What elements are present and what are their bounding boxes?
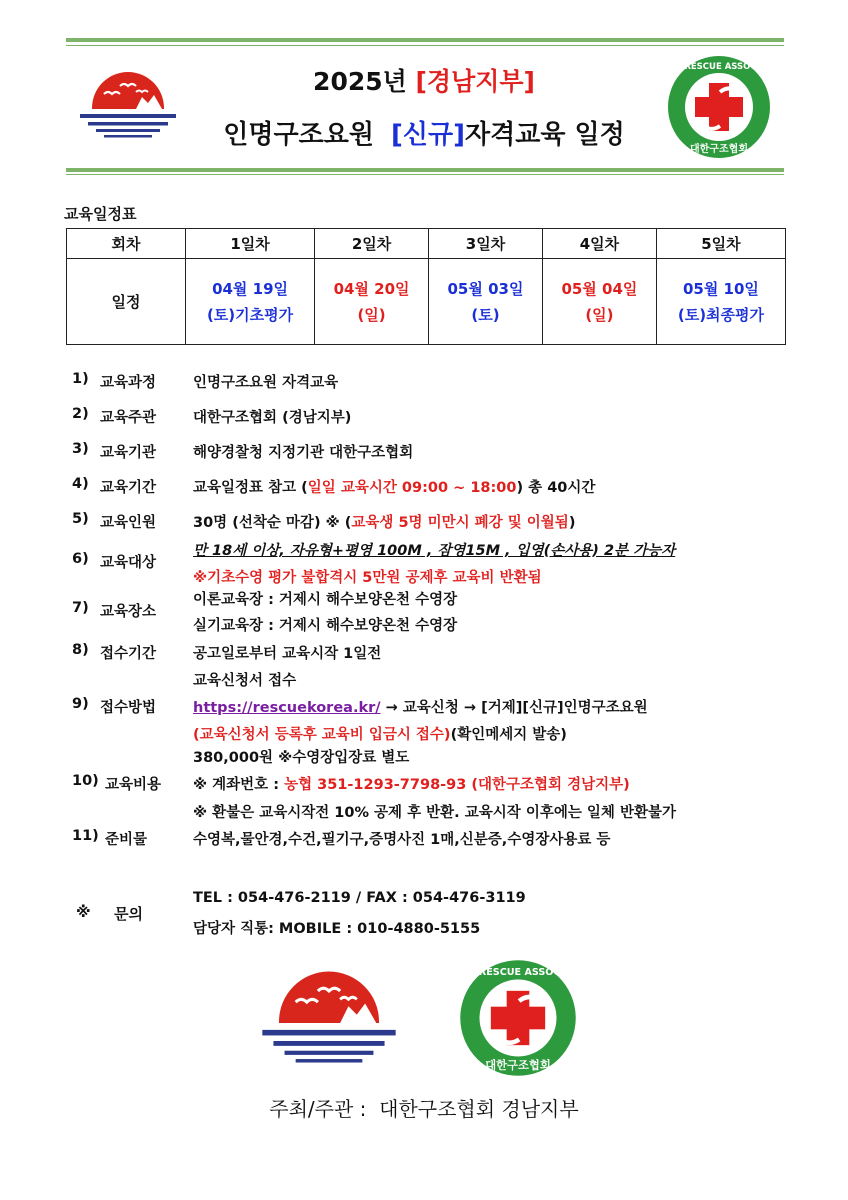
item-4-hours: 일일 교육시간 09:00 ~ 18:00 bbox=[307, 480, 517, 496]
schedule-caption: 교육일정표 bbox=[64, 205, 137, 223]
top-rule bbox=[66, 38, 784, 42]
day-3-note: (토) bbox=[471, 305, 500, 324]
title-branch: [경남지부] bbox=[415, 67, 535, 96]
day-4-header: 4일차 bbox=[542, 229, 656, 259]
day-1-date: 04월 19일 bbox=[212, 279, 289, 298]
title-post: 자격교육 일정 bbox=[465, 120, 625, 150]
item-8-label: 접수기간 bbox=[100, 646, 157, 662]
day-3-date: 05월 03일 bbox=[447, 279, 524, 298]
registration-link[interactable]: https://rescuekorea.kr/ bbox=[193, 700, 381, 716]
day-5-header: 5일차 bbox=[656, 229, 785, 259]
item-6-requirement: 만 18세 이상, 자유형+평영 100M , 잠영15M , 입영(손사용) 2분 가능자 bbox=[193, 543, 676, 559]
host-organizer: 주최/주관 : 대한구조협회 경남지부 bbox=[269, 1097, 579, 1121]
item-9-number: 9) bbox=[72, 696, 89, 712]
item-4-value bbox=[193, 476, 595, 497]
item-2-number: 2) bbox=[72, 406, 89, 422]
day-2-header: 2일차 bbox=[315, 229, 429, 259]
item-10-fee: 380,000원 ※수영장입장료 별도 bbox=[193, 750, 410, 766]
item-7-practice-venue: 실기교육장 : 거제시 해수보양온천 수영장 bbox=[193, 618, 458, 634]
day-4-cell bbox=[542, 259, 656, 345]
item-10-refund: ※ 환불은 교육시작전 10% 공제 후 반환. 교육시작 이후에는 일체 반환불가 bbox=[193, 805, 676, 821]
title-line-1 bbox=[150, 62, 698, 98]
day-1-header: 1일차 bbox=[186, 229, 315, 259]
title-line-2 bbox=[150, 114, 698, 151]
item-8-value: 공고일로부터 교육시작 1일전 bbox=[193, 646, 382, 662]
contact-tel-fax: TEL : 054-476-2119 / FAX : 054-476-3119 bbox=[193, 890, 526, 906]
item-3-value: 해양경찰청 지정기관 대한구조협회 bbox=[193, 445, 414, 461]
item-9-condition: (교육신청서 등록후 교육비 입금시 접수) bbox=[193, 727, 451, 743]
item-3-label: 교육기관 bbox=[100, 445, 157, 461]
title-tag: [신규] bbox=[391, 120, 465, 150]
rescue-association-logo-footer bbox=[438, 958, 598, 1078]
day-1-cell bbox=[186, 259, 315, 345]
rescue-association-logo bbox=[649, 54, 789, 160]
day-5-date: 05월 10일 bbox=[682, 279, 759, 298]
day-4-note: (일) bbox=[585, 305, 614, 324]
item-3-number: 3) bbox=[72, 441, 89, 457]
item-2-label: 교육주관 bbox=[100, 410, 157, 426]
day-1-note: (토)기초평가 bbox=[206, 305, 294, 324]
item-10-number: 10) bbox=[72, 773, 99, 789]
logo-text-en: KOREA RESCUE ASSOCIATION bbox=[649, 62, 789, 72]
schedule-head-label: 회차 bbox=[67, 229, 186, 259]
item-1-value: 인명구조요원 자격교육 bbox=[193, 375, 339, 391]
item-5-number: 5) bbox=[72, 511, 89, 527]
title-pre: 인명구조요원 bbox=[223, 120, 374, 150]
item-11-value: 수영복,물안경,수건,필기구,증명사진 1매,신분증,수영장사용료 등 bbox=[193, 832, 611, 848]
day-3-header: 3일차 bbox=[429, 229, 543, 259]
item-7-number: 7) bbox=[72, 600, 89, 616]
day-2-date: 04월 20일 bbox=[333, 279, 410, 298]
header-bottom-rule bbox=[66, 168, 784, 172]
schedule-row-label: 일정 bbox=[67, 259, 186, 345]
day-3-cell bbox=[429, 259, 543, 345]
item-11-label: 준비물 bbox=[105, 832, 148, 848]
item-7-theory-venue: 이론교육장 : 거제시 해수보양온천 수영장 bbox=[193, 592, 458, 608]
schedule-date-row bbox=[67, 259, 786, 345]
logo-text-kr: 대한구조협회 bbox=[690, 144, 748, 155]
footer-logo-text-en: KOREA RESCUE ASSOCIATION bbox=[438, 966, 598, 978]
item-11-number: 11) bbox=[72, 828, 99, 844]
schedule-table bbox=[66, 228, 786, 345]
item-5-value bbox=[193, 511, 575, 532]
item-9-line1: 교육신청서 접수 bbox=[193, 673, 297, 689]
item-10-account-label: ※ 계좌번호 : bbox=[193, 777, 285, 793]
item-8-number: 8) bbox=[72, 642, 89, 658]
day-5-note: (토)최종평가 bbox=[677, 305, 765, 324]
item-10-label: 교육비용 bbox=[105, 777, 162, 793]
item-1-number: 1) bbox=[72, 371, 89, 387]
schedule-header-row bbox=[67, 229, 786, 259]
contact-mobile: 담당자 직통: MOBILE : 010-4880-5155 bbox=[193, 921, 481, 937]
item-4-text-a: 교육일정표 참고 ( bbox=[193, 480, 308, 496]
title-year: 2025년 bbox=[313, 67, 407, 96]
sunrise-logo-footer bbox=[254, 960, 404, 1072]
item-1-label: 교육과정 bbox=[100, 375, 157, 391]
top-rule-thin bbox=[66, 45, 784, 46]
contact-label: 문의 bbox=[114, 905, 143, 923]
item-5-text-c: ) bbox=[568, 515, 576, 531]
footer-logo-text-kr: 대한구조협회 bbox=[485, 1057, 551, 1072]
item-5-warning: 교육생 5명 미만시 폐강 및 이월됨 bbox=[351, 515, 569, 531]
item-2-value: 대한구조협회 (경남지부) bbox=[193, 410, 352, 426]
day-2-note: (일) bbox=[357, 305, 386, 324]
item-10-account bbox=[193, 773, 630, 794]
item-7-label: 교육장소 bbox=[100, 604, 157, 620]
day-4-date: 05월 04일 bbox=[561, 279, 638, 298]
item-10-account-number: 농협 351-1293-7798-93 (대한구조협회 경남지부) bbox=[284, 777, 630, 793]
item-9-line2 bbox=[193, 696, 648, 717]
item-6-number: 6) bbox=[72, 551, 89, 567]
item-6-note: ※기초수영 평가 불합격시 5만원 공제후 교육비 반환됨 bbox=[193, 570, 542, 586]
item-9-line3 bbox=[193, 723, 567, 744]
item-5-text-a: 30명 (선착순 마감) ※ ( bbox=[193, 515, 352, 531]
item-6-label: 교육대상 bbox=[100, 555, 157, 571]
item-9-path: → 교육신청 → [거제][신규]인명구조요원 bbox=[380, 700, 648, 716]
item-5-label: 교육인원 bbox=[100, 515, 157, 531]
item-4-number: 4) bbox=[72, 476, 89, 492]
header-bottom-rule-thin bbox=[66, 174, 784, 175]
item-9-confirm: (확인메세지 발송) bbox=[450, 727, 567, 743]
item-4-label: 교육기간 bbox=[100, 480, 157, 496]
item-9-label: 접수방법 bbox=[100, 700, 157, 716]
day-5-cell bbox=[656, 259, 785, 345]
item-4-text-c: ) 총 40시간 bbox=[516, 480, 596, 496]
contact-mark: ※ bbox=[76, 903, 91, 921]
day-2-cell bbox=[315, 259, 429, 345]
